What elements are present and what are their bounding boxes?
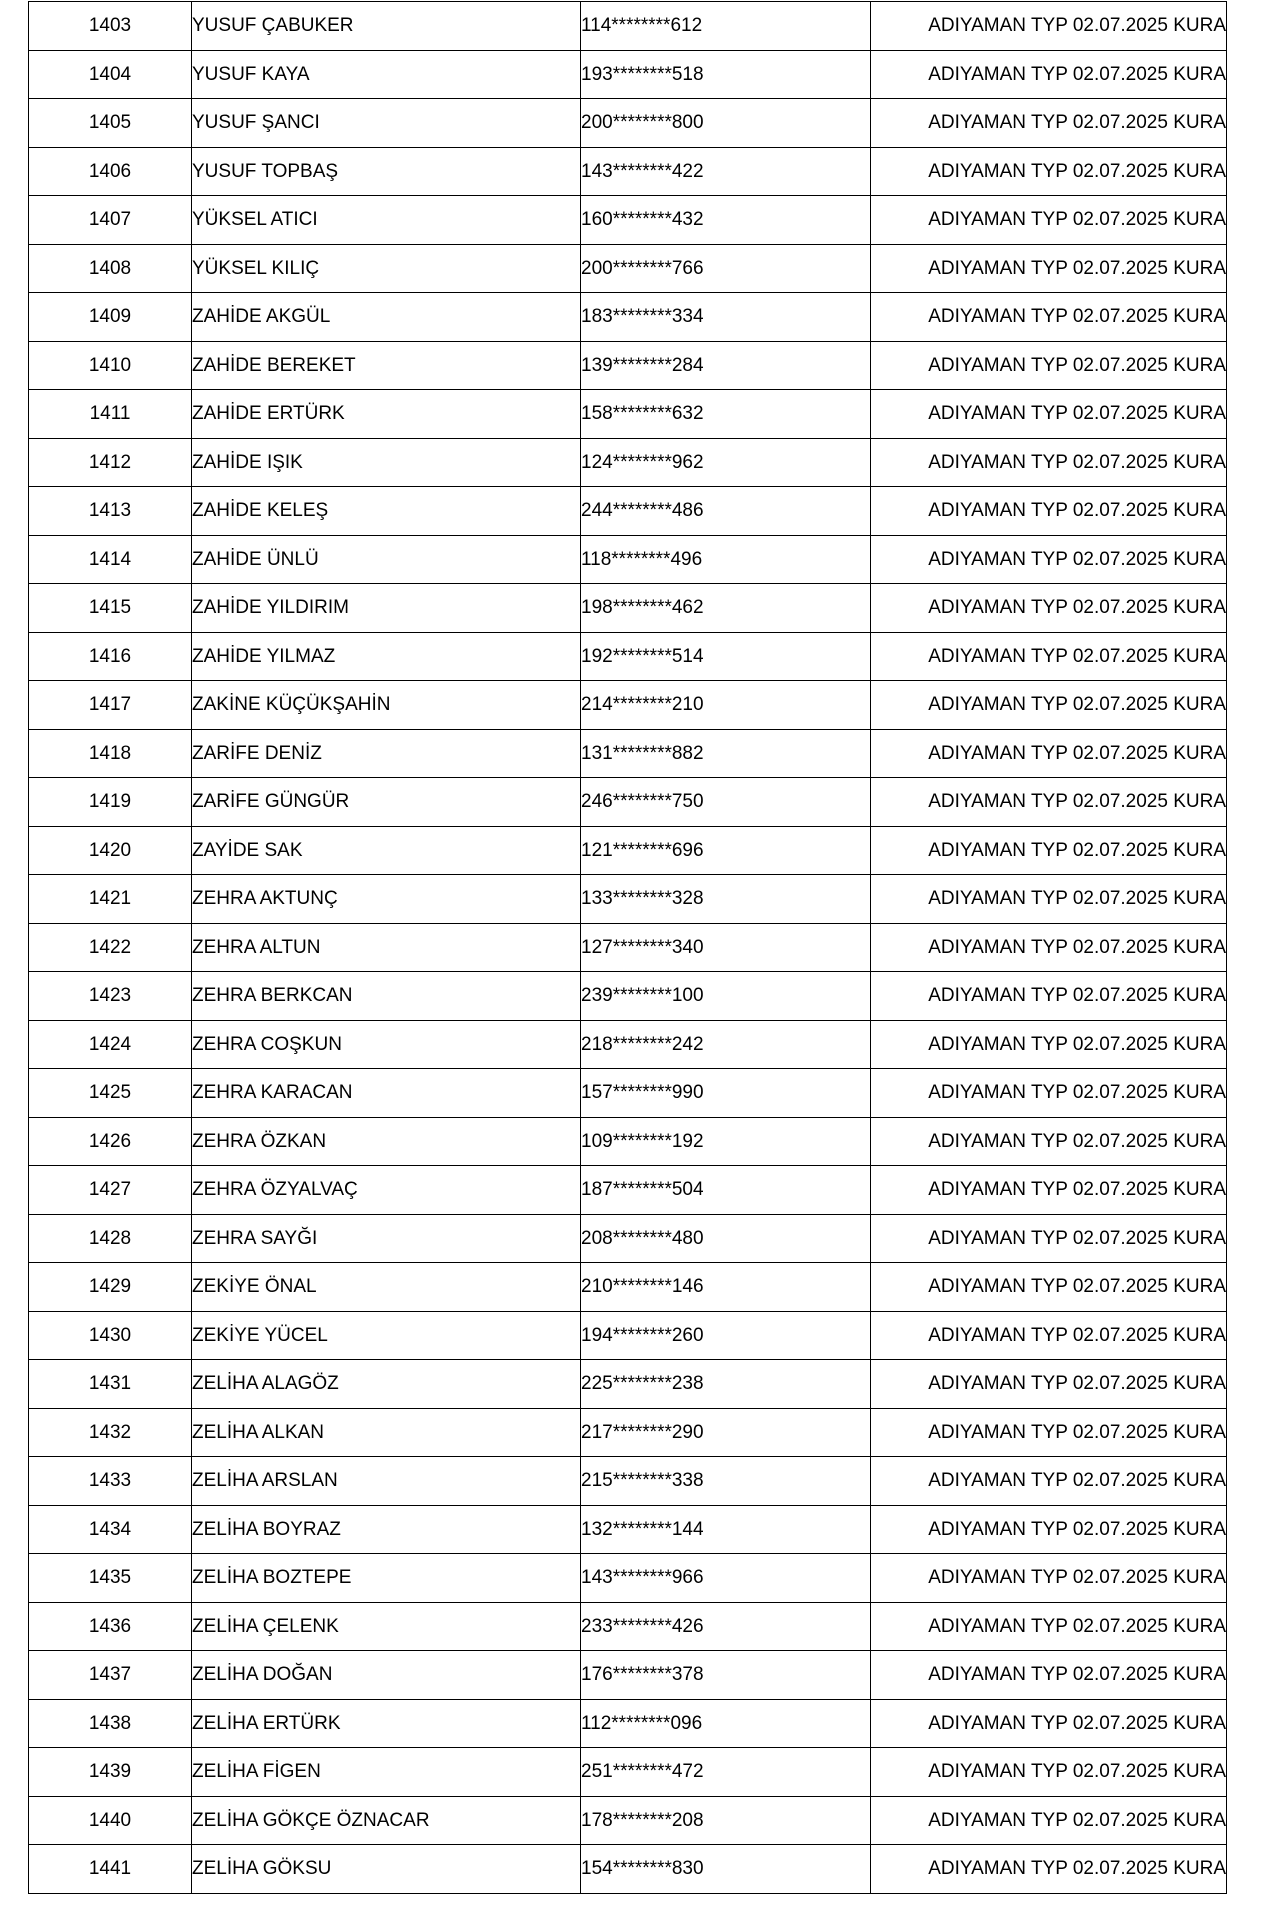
row-number-cell: 1431 [29,1360,192,1409]
assignment-cell: ADIYAMAN TYP 02.07.2025 KURA [871,1408,1227,1457]
row-number-cell: 1413 [29,487,192,536]
assignment-cell: ADIYAMAN TYP 02.07.2025 KURA [871,1505,1227,1554]
full-name-cell: YÜKSEL ATICI [192,196,581,245]
assignment-cell: ADIYAMAN TYP 02.07.2025 KURA [871,1360,1227,1409]
table-body [29,2,1227,1894]
table-row [29,99,1227,148]
table-row [29,1069,1227,1118]
full-name-cell: ZEHRA SAYĞI [192,1214,581,1263]
row-number-cell: 1425 [29,1069,192,1118]
row-number-cell: 1436 [29,1602,192,1651]
table-row [29,972,1227,1021]
assignment-cell: ADIYAMAN TYP 02.07.2025 KURA [871,341,1227,390]
masked-id-cell: 112********096 [581,1699,871,1748]
masked-id-cell: 208********480 [581,1214,871,1263]
table-row [29,1360,1227,1409]
row-number-cell: 1420 [29,826,192,875]
masked-id-cell: 251********472 [581,1748,871,1797]
row-number-cell: 1404 [29,50,192,99]
table-row [29,535,1227,584]
row-number-cell: 1426 [29,1117,192,1166]
masked-id-cell: 118********496 [581,535,871,584]
masked-id-cell: 121********696 [581,826,871,875]
full-name-cell: ZEHRA COŞKUN [192,1020,581,1069]
masked-id-cell: 176********378 [581,1651,871,1700]
assignment-cell: ADIYAMAN TYP 02.07.2025 KURA [871,1214,1227,1263]
row-number-cell: 1419 [29,778,192,827]
full-name-cell: ZAHİDE BEREKET [192,341,581,390]
full-name-cell: ZAHİDE IŞIK [192,438,581,487]
table-row [29,293,1227,342]
table-row [29,341,1227,390]
masked-id-cell: 246********750 [581,778,871,827]
masked-id-cell: 131********882 [581,729,871,778]
assignment-cell: ADIYAMAN TYP 02.07.2025 KURA [871,729,1227,778]
masked-id-cell: 244********486 [581,487,871,536]
masked-id-cell: 198********462 [581,584,871,633]
table-row [29,1214,1227,1263]
table-row [29,1554,1227,1603]
full-name-cell: YUSUF KAYA [192,50,581,99]
masked-id-cell: 218********242 [581,1020,871,1069]
masked-id-cell: 217********290 [581,1408,871,1457]
full-name-cell: ZELİHA BOZTEPE [192,1554,581,1603]
assignment-cell: ADIYAMAN TYP 02.07.2025 KURA [871,390,1227,439]
full-name-cell: ZAHİDE AKGÜL [192,293,581,342]
table-row [29,729,1227,778]
masked-id-cell: 194********260 [581,1311,871,1360]
assignment-cell: ADIYAMAN TYP 02.07.2025 KURA [871,681,1227,730]
table-row [29,1748,1227,1797]
row-number-cell: 1439 [29,1748,192,1797]
row-number-cell: 1434 [29,1505,192,1554]
masked-id-cell: 233********426 [581,1602,871,1651]
row-number-cell: 1437 [29,1651,192,1700]
full-name-cell: ZAHİDE YILDIRIM [192,584,581,633]
assignment-cell: ADIYAMAN TYP 02.07.2025 KURA [871,972,1227,1021]
full-name-cell: ZELİHA ALKAN [192,1408,581,1457]
assignment-cell: ADIYAMAN TYP 02.07.2025 KURA [871,535,1227,584]
assignment-cell: ADIYAMAN TYP 02.07.2025 KURA [871,1796,1227,1845]
masked-id-cell: 200********766 [581,244,871,293]
full-name-cell: ZEHRA ALTUN [192,923,581,972]
table-row [29,1699,1227,1748]
full-name-cell: YUSUF ŞANCI [192,99,581,148]
table-row [29,1263,1227,1312]
row-number-cell: 1406 [29,147,192,196]
row-number-cell: 1422 [29,923,192,972]
row-number-cell: 1424 [29,1020,192,1069]
row-number-cell: 1438 [29,1699,192,1748]
assignment-cell: ADIYAMAN TYP 02.07.2025 KURA [871,438,1227,487]
assignment-cell: ADIYAMAN TYP 02.07.2025 KURA [871,1748,1227,1797]
table-row [29,438,1227,487]
full-name-cell: ZELİHA ALAGÖZ [192,1360,581,1409]
assignment-cell: ADIYAMAN TYP 02.07.2025 KURA [871,1117,1227,1166]
table-row [29,1020,1227,1069]
full-name-cell: ZARİFE GÜNGÜR [192,778,581,827]
masked-id-cell: 193********518 [581,50,871,99]
table-row [29,2,1227,51]
full-name-cell: ZAHİDE ERTÜRK [192,390,581,439]
row-number-cell: 1408 [29,244,192,293]
assignment-cell: ADIYAMAN TYP 02.07.2025 KURA [871,1602,1227,1651]
full-name-cell: ZEHRA ÖZYALVAÇ [192,1166,581,1215]
masked-id-cell: 178********208 [581,1796,871,1845]
assignment-cell: ADIYAMAN TYP 02.07.2025 KURA [871,778,1227,827]
row-number-cell: 1428 [29,1214,192,1263]
row-number-cell: 1414 [29,535,192,584]
full-name-cell: ZELİHA ÇELENK [192,1602,581,1651]
table-row [29,1845,1227,1894]
masked-id-cell: 143********966 [581,1554,871,1603]
masked-id-cell: 239********100 [581,972,871,1021]
assignment-cell: ADIYAMAN TYP 02.07.2025 KURA [871,487,1227,536]
row-number-cell: 1435 [29,1554,192,1603]
masked-id-cell: 158********632 [581,390,871,439]
row-number-cell: 1407 [29,196,192,245]
masked-id-cell: 114********612 [581,2,871,51]
row-number-cell: 1430 [29,1311,192,1360]
assignment-cell: ADIYAMAN TYP 02.07.2025 KURA [871,1651,1227,1700]
row-number-cell: 1433 [29,1457,192,1506]
assignment-cell: ADIYAMAN TYP 02.07.2025 KURA [871,826,1227,875]
assignment-cell: ADIYAMAN TYP 02.07.2025 KURA [871,1554,1227,1603]
masked-id-cell: 143********422 [581,147,871,196]
row-number-cell: 1409 [29,293,192,342]
masked-id-cell: 225********238 [581,1360,871,1409]
full-name-cell: ZARİFE DENİZ [192,729,581,778]
table-row [29,875,1227,924]
masked-id-cell: 183********334 [581,293,871,342]
masked-id-cell: 133********328 [581,875,871,924]
assignment-cell: ADIYAMAN TYP 02.07.2025 KURA [871,2,1227,51]
full-name-cell: ZELİHA GÖKÇE ÖZNACAR [192,1796,581,1845]
table-row [29,826,1227,875]
table-row [29,632,1227,681]
masked-id-cell: 200********800 [581,99,871,148]
table-row [29,1166,1227,1215]
full-name-cell: ZAHİDE ÜNLÜ [192,535,581,584]
row-number-cell: 1421 [29,875,192,924]
assignment-cell: ADIYAMAN TYP 02.07.2025 KURA [871,632,1227,681]
assignment-cell: ADIYAMAN TYP 02.07.2025 KURA [871,875,1227,924]
table-row [29,390,1227,439]
masked-id-cell: 187********504 [581,1166,871,1215]
full-name-cell: ZELİHA BOYRAZ [192,1505,581,1554]
table-row [29,244,1227,293]
row-number-cell: 1417 [29,681,192,730]
row-number-cell: 1440 [29,1796,192,1845]
table-row [29,1602,1227,1651]
full-name-cell: ZEKİYE ÖNAL [192,1263,581,1312]
full-name-cell: ZAYİDE SAK [192,826,581,875]
assignment-cell: ADIYAMAN TYP 02.07.2025 KURA [871,584,1227,633]
full-name-cell: YUSUF TOPBAŞ [192,147,581,196]
full-name-cell: YUSUF ÇABUKER [192,2,581,51]
row-number-cell: 1412 [29,438,192,487]
assignment-cell: ADIYAMAN TYP 02.07.2025 KURA [871,1699,1227,1748]
full-name-cell: ZEKİYE YÜCEL [192,1311,581,1360]
assignment-cell: ADIYAMAN TYP 02.07.2025 KURA [871,99,1227,148]
full-name-cell: ZELİHA ERTÜRK [192,1699,581,1748]
table-row [29,1505,1227,1554]
participant-table [28,1,1227,1894]
masked-id-cell: 210********146 [581,1263,871,1312]
assignment-cell: ADIYAMAN TYP 02.07.2025 KURA [871,196,1227,245]
full-name-cell: ZEHRA BERKCAN [192,972,581,1021]
row-number-cell: 1416 [29,632,192,681]
table-row [29,681,1227,730]
full-name-cell: ZELİHA DOĞAN [192,1651,581,1700]
row-number-cell: 1441 [29,1845,192,1894]
row-number-cell: 1423 [29,972,192,1021]
full-name-cell: ZEHRA KARACAN [192,1069,581,1118]
row-number-cell: 1410 [29,341,192,390]
masked-id-cell: 154********830 [581,1845,871,1894]
masked-id-cell: 214********210 [581,681,871,730]
row-number-cell: 1432 [29,1408,192,1457]
masked-id-cell: 139********284 [581,341,871,390]
row-number-cell: 1411 [29,390,192,439]
assignment-cell: ADIYAMAN TYP 02.07.2025 KURA [871,1845,1227,1894]
assignment-cell: ADIYAMAN TYP 02.07.2025 KURA [871,1166,1227,1215]
assignment-cell: ADIYAMAN TYP 02.07.2025 KURA [871,1020,1227,1069]
masked-id-cell: 109********192 [581,1117,871,1166]
assignment-cell: ADIYAMAN TYP 02.07.2025 KURA [871,1069,1227,1118]
full-name-cell: ZAHİDE YILMAZ [192,632,581,681]
full-name-cell: ZELİHA GÖKSU [192,1845,581,1894]
assignment-cell: ADIYAMAN TYP 02.07.2025 KURA [871,1263,1227,1312]
masked-id-cell: 215********338 [581,1457,871,1506]
masked-id-cell: 132********144 [581,1505,871,1554]
masked-id-cell: 127********340 [581,923,871,972]
assignment-cell: ADIYAMAN TYP 02.07.2025 KURA [871,244,1227,293]
table-row [29,147,1227,196]
masked-id-cell: 157********990 [581,1069,871,1118]
full-name-cell: ZELİHA FİGEN [192,1748,581,1797]
table-row [29,487,1227,536]
full-name-cell: ZAHİDE KELEŞ [192,487,581,536]
full-name-cell: ZEHRA ÖZKAN [192,1117,581,1166]
masked-id-cell: 160********432 [581,196,871,245]
assignment-cell: ADIYAMAN TYP 02.07.2025 KURA [871,1457,1227,1506]
row-number-cell: 1403 [29,2,192,51]
table-row [29,50,1227,99]
masked-id-cell: 192********514 [581,632,871,681]
row-number-cell: 1418 [29,729,192,778]
table-row [29,1408,1227,1457]
table-row [29,778,1227,827]
row-number-cell: 1405 [29,99,192,148]
masked-id-cell: 124********962 [581,438,871,487]
row-number-cell: 1415 [29,584,192,633]
full-name-cell: ZAKİNE KÜÇÜKŞAHİN [192,681,581,730]
full-name-cell: ZELİHA ARSLAN [192,1457,581,1506]
row-number-cell: 1429 [29,1263,192,1312]
assignment-cell: ADIYAMAN TYP 02.07.2025 KURA [871,1311,1227,1360]
table-row [29,1796,1227,1845]
row-number-cell: 1427 [29,1166,192,1215]
full-name-cell: ZEHRA AKTUNÇ [192,875,581,924]
table-row [29,1457,1227,1506]
table-row [29,1117,1227,1166]
full-name-cell: YÜKSEL KILIÇ [192,244,581,293]
table-row [29,923,1227,972]
assignment-cell: ADIYAMAN TYP 02.07.2025 KURA [871,50,1227,99]
table-row [29,196,1227,245]
assignment-cell: ADIYAMAN TYP 02.07.2025 KURA [871,923,1227,972]
table-row [29,1651,1227,1700]
table-row [29,1311,1227,1360]
assignment-cell: ADIYAMAN TYP 02.07.2025 KURA [871,293,1227,342]
table-row [29,584,1227,633]
assignment-cell: ADIYAMAN TYP 02.07.2025 KURA [871,147,1227,196]
